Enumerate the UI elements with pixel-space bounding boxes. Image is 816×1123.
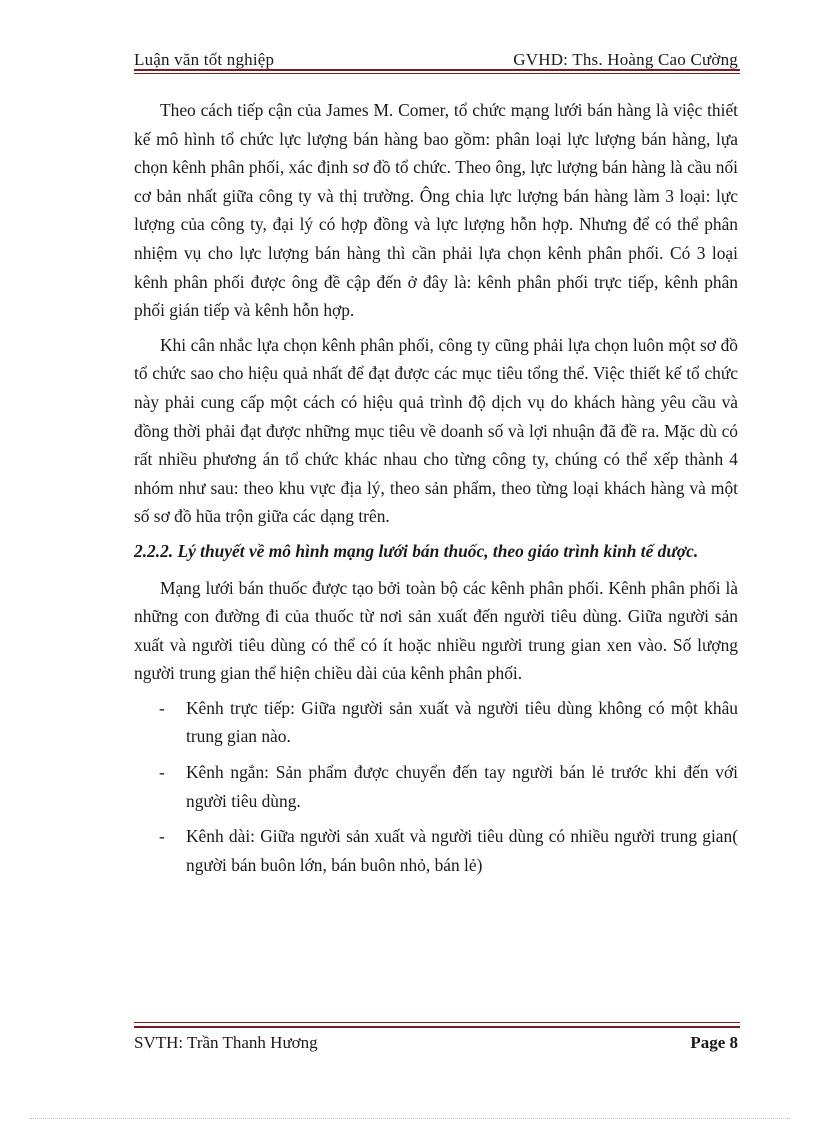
footer-student: SVTH: Trần Thanh Hương <box>134 1033 318 1052</box>
list-bullet: - <box>159 697 165 718</box>
channel-list <box>134 694 738 880</box>
paragraph: Mạng lưới bán thuốc được tạo bởi toàn bộ các kênh phân phối. Kênh phân phối là những con đường đi của thuốc từ nơi sản xuất đến người tiêu dùng. Giữa người sản xuất và người tiêu dùng có thể có ít hoặc nhiều người trung gian xen vào. Số lượng người trung gian thể hiện chiều dài của kênh phân phối. <box>134 577 738 684</box>
list-item <box>134 822 738 879</box>
header-advisor: GVHD: Ths. Hoàng Cao Cường <box>513 50 738 69</box>
page-bottom-divider <box>30 1118 790 1119</box>
list-item <box>134 694 738 751</box>
header-thesis-label: Luận văn tốt nghiệp <box>134 50 275 69</box>
list-bullet: - <box>159 762 165 783</box>
paragraph: Theo cách tiếp cận của James M. Comer, tổ chức mạng lưới bán hàng là việc thiết kế mô hình tổ chức lực lượng bán hàng bao gồm: phân loại lực lượng bán hàng, lựa chọn kênh phân phối, xác định sơ đồ tổ chức. Theo ông, lực lượng bán hàng là cầu nối cơ bản nhất giữa công ty và thị trường. Ông chia lực lượng bán hàng làm 3 loại: lực lượng của công ty, đại lý có hợp đồng và lực lượng hỗn hợp. Nhưng để có thể phân nhiệm vụ cho lực lượng bán hàng thì cần phải lựa chọn kênh phân phối. Có 3 loại kênh phân phối được ông đề cập đến ở đây là: kênh phân phối trực tiếp, kênh phân phối gián tiếp và kênh hỗn hợp. <box>134 100 738 321</box>
section-heading: 2.2.2. Lý thuyết về mô hình mạng lưới bán thuốc, theo giáo trình kinh tế dược. <box>134 540 699 561</box>
page-body <box>134 96 738 886</box>
list-item <box>134 758 738 815</box>
list-item-text: Kênh ngắn: Sản phẩm được chuyển đến tay người bán lẻ trước khi đến với người tiêu dùng. <box>186 762 738 811</box>
list-item-text: Kênh dài: Giữa người sản xuất và người tiêu dùng có nhiều người trung gian( người bán buôn lớn, bán buôn nhỏ, bán lẻ) <box>186 826 738 875</box>
page-header <box>134 50 738 70</box>
footer-rule-thick <box>134 1026 740 1028</box>
list-item-text: Kênh trực tiếp: Giữa người sản xuất và người tiêu dùng không có một khâu trung gian nào. <box>186 697 738 747</box>
footer-rule-thin <box>134 1022 740 1023</box>
page-number: Page 8 <box>690 1033 738 1052</box>
header-rule-thick <box>134 69 740 71</box>
list-bullet: - <box>159 826 165 847</box>
paragraph: Khi cân nhắc lựa chọn kênh phân phối, công ty cũng phải lựa chọn luôn một sơ đồ tổ chức sao cho hiệu quả nhất để đạt được các mục tiêu tổng thể. Việc thiết kế tổ chức này phải cung cấp một cách có hiệu quả trình độ dịch vụ do khách hàng yêu cầu và đồng thời phải đạt được những mục tiêu về doanh số và lợi nhuận đã đề ra. Mặc dù có rất nhiều phương án tổ chức khác nhau cho từng công ty, chúng có thể xếp thành 4 nhóm như sau: theo khu vực địa lý, theo sản phẩm, theo từng loại khách hàng và một số sơ đồ hũa trộn giữa các dạng trên. <box>134 334 738 527</box>
header-rule-thin <box>134 73 740 74</box>
page-footer <box>134 1033 738 1053</box>
